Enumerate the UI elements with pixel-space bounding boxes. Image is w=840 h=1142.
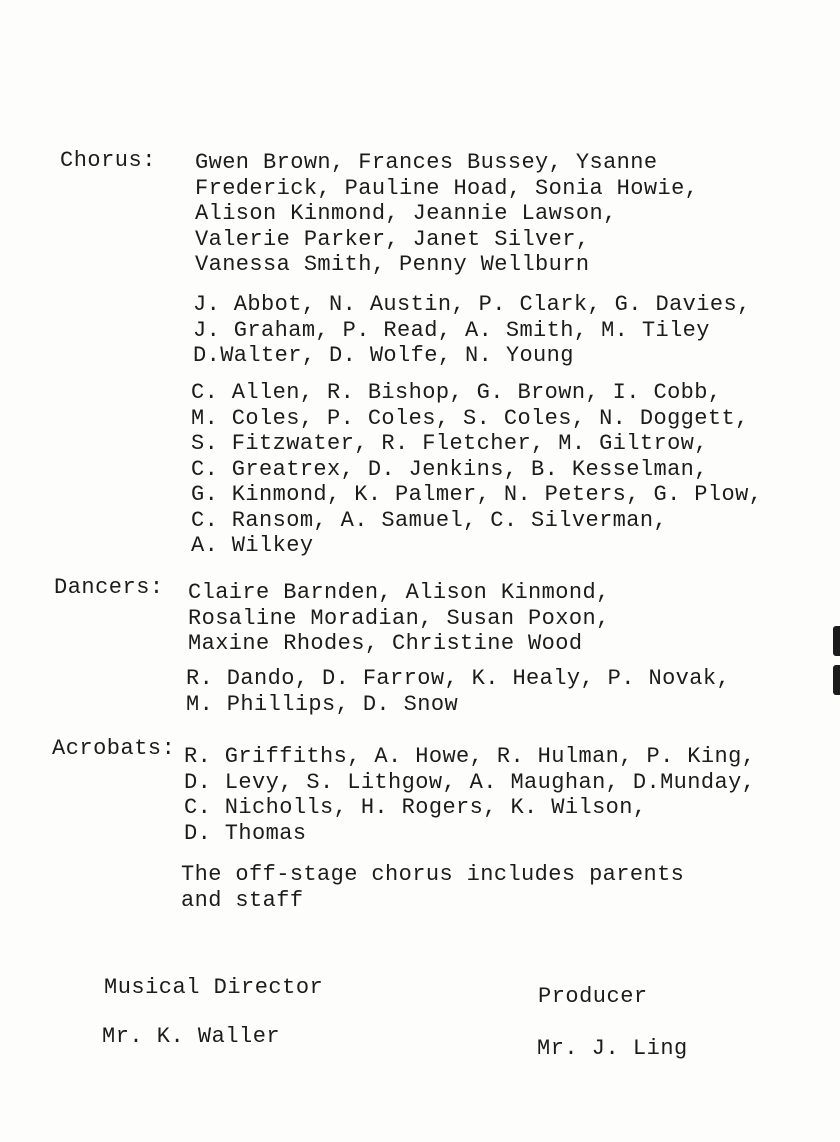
dancers-group-2: [186, 666, 730, 717]
acrobats-label: Acrobats:: [52, 736, 176, 761]
chorus-line: D.Walter, D. Wolfe, N. Young: [193, 343, 574, 368]
offstage-note-line: The off-stage chorus includes parents: [181, 862, 685, 887]
chorus-line: C. Greatrex, D. Jenkins, B. Kesselman,: [191, 456, 708, 482]
binding-mark: [833, 626, 840, 656]
acrobats-line: C. Nicholls, H. Rogers, K. Wilson,: [184, 795, 647, 820]
chorus-line: Frederick, Pauline Hoad, Sonia Howie,: [195, 175, 699, 201]
chorus-line: Vanessa Smith, Penny Wellburn: [195, 252, 590, 277]
musical-director-name: Mr. K. Waller: [102, 1024, 281, 1049]
chorus-line: C. Allen, R. Bishop, G. Brown, I. Cobb,: [191, 380, 722, 405]
offstage-note-line: and staff: [181, 887, 304, 913]
dancers-label: Dancers:: [54, 575, 164, 600]
chorus-line: Alison Kinmond, Jeannie Lawson,: [195, 201, 617, 226]
acrobats-line: D. Levy, S. Lithgow, A. Maughan, D.Munday,: [184, 769, 756, 795]
chorus-line: M. Coles, P. Coles, S. Coles, N. Doggett,: [191, 405, 749, 431]
chorus-line: C. Ransom, A. Samuel, C. Silverman,: [191, 507, 668, 533]
dancers-line: Rosaline Moradian, Susan Poxon,: [188, 605, 610, 631]
chorus-line: G. Kinmond, K. Palmer, N. Peters, G. Plow,: [191, 482, 763, 507]
chorus-line: J. Abbot, N. Austin, P. Clark, G. Davies,: [193, 292, 751, 317]
chorus-line: Gwen Brown, Frances Bussey, Ysanne: [195, 150, 658, 175]
dancers-group-1: [188, 580, 610, 657]
dancers-line: Maxine Rhodes, Christine Wood: [188, 631, 583, 656]
chorus-line: J. Graham, P. Read, A. Smith, M. Tiley: [193, 317, 710, 343]
dancers-line: R. Dando, D. Farrow, K. Healy, P. Novak,: [186, 666, 731, 691]
dancers-line: M. Phillips, D. Snow: [186, 691, 459, 717]
chorus-line: Valerie Parker, Janet Silver,: [195, 226, 590, 252]
chorus-group-2: [193, 292, 751, 369]
chorus-label: Chorus:: [60, 148, 156, 173]
chorus-line: S. Fitzwater, R. Fletcher, M. Giltrow,: [191, 431, 708, 456]
chorus-group-1: [195, 150, 698, 278]
acrobats-line: R. Griffiths, A. Howe, R. Hulman, P. King,: [184, 744, 756, 769]
dancers-line: Claire Barnden, Alison Kinmond,: [188, 580, 610, 605]
musical-director-title: Musical Director: [104, 975, 324, 1000]
chorus-line: A. Wilkey: [191, 533, 314, 558]
chorus-group-3: [191, 380, 762, 559]
producer-title: Producer: [538, 984, 648, 1009]
producer-name: Mr. J. Ling: [537, 1036, 688, 1061]
binding-mark: [833, 665, 840, 695]
offstage-note: [181, 862, 684, 913]
acrobats-line: D. Thomas: [184, 820, 307, 846]
acrobats-group: [184, 744, 755, 846]
